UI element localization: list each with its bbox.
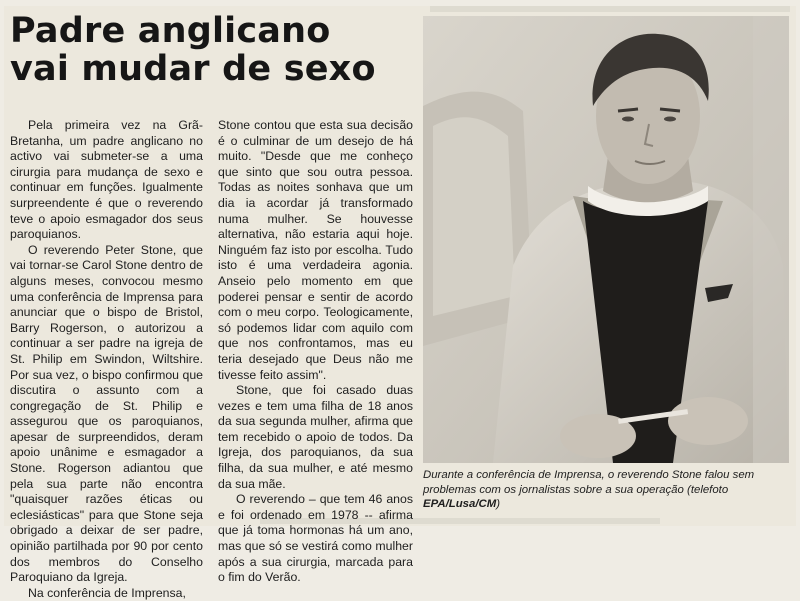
paragraph-5: Stone, que foi casado duas vezes e tem uma filha de 18 anos da sua segunda mulher, afirma que tem recebido o apoio de todos. Da Igreja, dos paroquianos, da sua filha, da sua mulher, e até mesmo da sua mãe. [218,383,413,491]
article-column-2 [218,118,413,586]
caption-end: ) [496,498,501,510]
caption-credit: EPA/Lusa/CM [423,498,497,510]
headline [10,12,410,88]
photo-caption [423,468,791,512]
photo-illustration [423,16,789,463]
caption-text: Durante a conferência de Imprensa, o reverendo Stone falou sem problemas com os jornalistas sobre a sua operação (telefoto [423,469,755,496]
paragraph-4: Stone contou que esta sua decisão é o culminar de um desejo de há muito. "Desde que me conheço que sinto que sou outra pessoa. Todas as noites sonhava que um dia ia acordar já transformado numa mulher. Se houvesse alternativa, não estaria aqui hoje. Ninguém faz isto por escolha. Tudo isto é uma verdadeira agonia. Anseio pelo momento em que poderei pensar e sentir de acordo com o meu corpo. Teologicamente, só podemos lidar com aquilo com que nos confrontamos, mas eu teria desejado que Deus não me tivesse feito assim". [218,118,413,382]
press-photo [423,16,789,463]
paragraph-3: Na conferência de Imprensa, [28,585,186,600]
bleed-through-top [430,6,790,12]
paragraph-2: O reverendo Peter Stone, que vai tornar-se Carol Stone dentro de alguns meses, convocou mesmo uma conferência de Imprensa para anunciar que o bispo de Bristol, Barry Rogerson, o autorizou a continuar a ser padre na igreja de St. Philip em Swindon, Wiltshire. Por sua vez, o bispo confirmou que discutira o assunto com a congregação de St. Philip e assegurou que os paroquianos, apesar de surpreendidos, deram apoio unânime e esmagador a Stone. Rogerson adiantou que pela sua parte não encontra "quaisquer razões éticas ou eclesiásticas" para que Stone seja obrigado a deixar de ser padre, opinião partilhada por 90 por cento dos membros do Conselho Paroquiano da Igreja. [10,242,203,585]
headline-line-2: vai mudar de sexo [10,49,376,89]
article-column-1 [10,118,203,601]
paragraph-1: Pela primeira vez na Grã-Bretanha, um padre anglicano no activo vai submeter-se a uma cirurgia para mudança de sexo e continuar em funções. Igualmente surpreendente é que o reverendo teve o apoio esmagador dos seus paroquianos. [10,118,203,242]
headline-line-1: Padre anglicano [10,11,331,51]
paragraph-6: O reverendo – que tem 46 anos e foi ordenado em 1978 -- afirma que já toma hormonas há um ano, mas que só se vestirá como mulher após a sua cirurgia, marcada para o fim do Verão. [218,492,413,585]
